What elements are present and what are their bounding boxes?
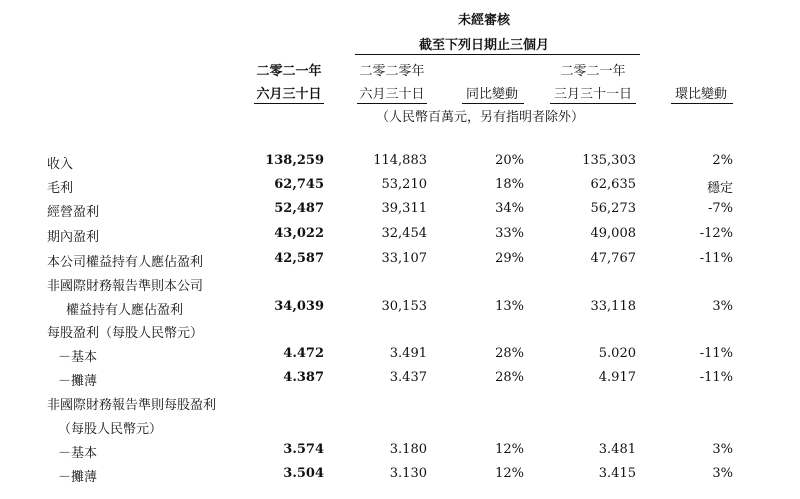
cell-attributable-profit-2021q1: 47,767 (590, 251, 636, 266)
cell-eps-basic-2021q2: 4.472 (283, 346, 324, 361)
header-col4-underline (550, 103, 636, 104)
cell-gross-profit-qoq: 穩定 (706, 181, 733, 196)
cell-gross-profit-2020q2: 53,210 (381, 177, 427, 192)
cell-nonifrs-profit-2021q2: 34,039 (274, 299, 324, 314)
cell-attributable-profit-yoy: 29% (495, 251, 524, 266)
row-label-revenue: 收入 (47, 157, 74, 172)
header-col1-date: 六月三十日 (256, 87, 322, 102)
cell-period-profit-2021q1: 49,008 (590, 226, 636, 241)
cell-attributable-profit-qoq: -11% (699, 251, 733, 266)
header-col3-label: 同比變動 (465, 87, 519, 102)
cell-gross-profit-2021q1: 62,635 (590, 177, 636, 192)
cell-gross-profit-2021q2: 62,745 (274, 177, 324, 192)
cell-revenue-2021q2: 138,259 (265, 153, 324, 168)
cell-eps-diluted-yoy: 28% (495, 370, 524, 385)
row-label-nonifrs-heading: 非國際財務報告準則本公司 (47, 279, 204, 294)
cell-nonifrs-eps-diluted-qoq: 3% (712, 466, 733, 481)
cell-attributable-profit-2020q2: 33,107 (381, 251, 427, 266)
cell-revenue-yoy: 20% (495, 153, 524, 168)
cell-period-profit-yoy: 33% (495, 226, 524, 241)
cell-operating-profit-2021q1: 56,273 (590, 201, 636, 216)
row-label-nonifrs-eps-unit: （每股人民幣元） (58, 422, 163, 437)
row-label-eps-heading: 每股盈利（每股人民幣元） (47, 326, 204, 341)
cell-nonifrs-eps-diluted-yoy: 12% (495, 466, 524, 481)
cell-nonifrs-eps-basic-qoq: 3% (712, 442, 733, 457)
header-col2-year: 二零二零年 (359, 64, 425, 79)
cell-period-profit-qoq: -12% (699, 226, 733, 241)
cell-revenue-qoq: 2% (712, 153, 733, 168)
header-unaudited: 未經審核 (457, 13, 511, 28)
row-label-operating-profit: 經營盈利 (47, 205, 100, 220)
header-col5-underline (671, 103, 733, 104)
cell-attributable-profit-2021q2: 42,587 (274, 251, 324, 266)
header-col4-year: 二零二一年 (560, 64, 626, 79)
cell-eps-diluted-qoq: -11% (699, 370, 733, 385)
header-period-underline (355, 54, 640, 55)
cell-operating-profit-2020q2: 39,311 (381, 201, 427, 216)
cell-eps-diluted-2021q1: 4.917 (598, 370, 636, 385)
header-col4-date: 三月三十一日 (553, 87, 633, 102)
header-col1-underline (254, 103, 324, 104)
cell-nonifrs-eps-basic-2021q2: 3.574 (283, 442, 324, 457)
cell-nonifrs-profit-2020q2: 30,153 (381, 299, 427, 314)
cell-eps-basic-yoy: 28% (495, 346, 524, 361)
cell-nonifrs-profit-yoy: 13% (495, 299, 524, 314)
header-col5-label: 環比變動 (674, 87, 728, 102)
cell-nonifrs-eps-diluted-2021q1: 3.415 (598, 466, 636, 481)
cell-revenue-2020q2: 114,883 (373, 153, 427, 168)
cell-gross-profit-yoy: 18% (495, 177, 524, 192)
cell-eps-basic-2020q2: 3.491 (389, 346, 427, 361)
row-label-nonifrs-eps-basic: －基本 (58, 446, 98, 461)
cell-nonifrs-eps-diluted-2021q2: 3.504 (283, 466, 324, 481)
row-label-nonifrs-attributable-profit: 權益持有人應佔盈利 (66, 303, 184, 318)
header-col1-year: 二零二一年 (256, 64, 322, 79)
header-unit-note: （人民幣百萬元，另有指明者除外） (375, 110, 585, 125)
cell-nonifrs-profit-qoq: 3% (712, 299, 733, 314)
header-col2-underline (357, 103, 427, 104)
header-col3-underline (462, 103, 524, 104)
cell-eps-basic-2021q1: 5.020 (598, 346, 636, 361)
row-label-nonifrs-eps-diluted: －攤薄 (58, 470, 98, 485)
row-label-attributable-profit: 本公司權益持有人應佔盈利 (47, 255, 204, 270)
row-label-gross-profit: 毛利 (47, 181, 74, 196)
row-label-period-profit: 期內盈利 (47, 230, 100, 245)
cell-nonifrs-eps-basic-yoy: 12% (495, 442, 524, 457)
cell-operating-profit-yoy: 34% (495, 201, 524, 216)
cell-period-profit-2021q2: 43,022 (274, 226, 324, 241)
row-label-eps-diluted: －攤薄 (58, 374, 98, 389)
cell-eps-diluted-2021q2: 4.387 (283, 370, 324, 385)
header-period: 截至下列日期止三個月 (418, 38, 550, 53)
row-label-nonifrs-eps-heading: 非國際財務報告準則每股盈利 (47, 398, 217, 413)
cell-revenue-2021q1: 135,303 (582, 153, 636, 168)
cell-nonifrs-eps-basic-2021q1: 3.481 (598, 442, 636, 457)
cell-period-profit-2020q2: 32,454 (381, 226, 427, 241)
cell-nonifrs-profit-2021q1: 33,118 (590, 299, 636, 314)
header-col2-date: 六月三十日 (359, 87, 425, 102)
cell-nonifrs-eps-basic-2020q2: 3.180 (389, 442, 427, 457)
cell-eps-diluted-2020q2: 3.437 (389, 370, 427, 385)
row-label-eps-basic: －基本 (58, 350, 98, 365)
cell-operating-profit-2021q2: 52,487 (274, 201, 324, 216)
cell-eps-basic-qoq: -11% (699, 346, 733, 361)
cell-operating-profit-qoq: -7% (707, 201, 733, 216)
cell-nonifrs-eps-diluted-2020q2: 3.130 (389, 466, 427, 481)
